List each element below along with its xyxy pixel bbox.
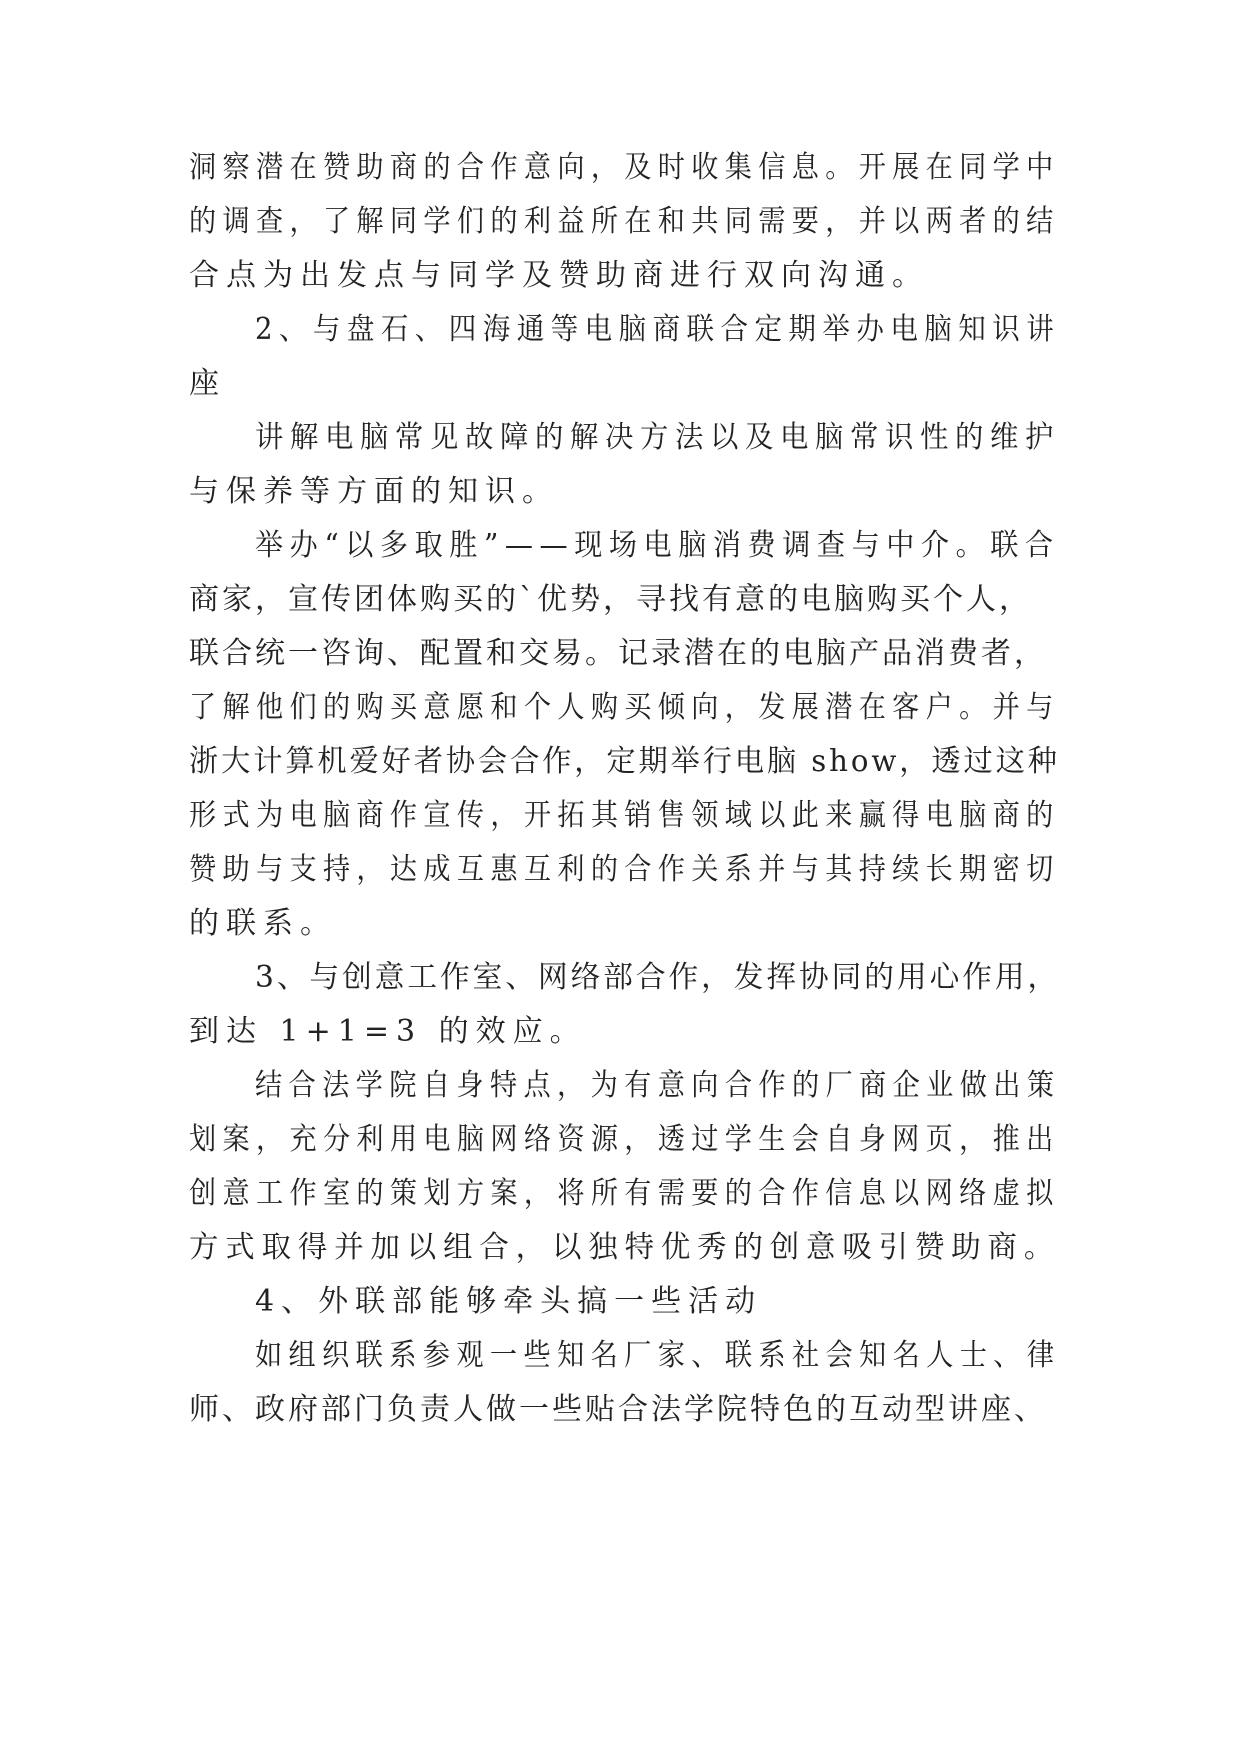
text-line: 合点为出发点与同学及赞助商进行双向沟通。 bbox=[189, 258, 929, 293]
section-heading-2: 2、与盘石、四海通等电脑商联合定期举办电脑知识讲 bbox=[255, 312, 1061, 347]
text-line: 创意工作室的策划方案，将所有需要的合作信息以网络虚拟 bbox=[189, 1176, 1060, 1211]
text-line: 讲解电脑常见故障的解决方法以及电脑常识性的维护 bbox=[255, 420, 1061, 455]
text-line: 洞察潜在赞助商的合作意向，及时收集信息。开展在同学中 bbox=[189, 150, 1060, 185]
section-heading-3: 3、与创意工作室、网络部合作，发挥协同的用心作用， bbox=[255, 960, 1061, 995]
text-line: 形式为电脑商作宣传，开拓其销售领域以此来赢得电脑商的 bbox=[189, 798, 1060, 833]
text-line: 浙大计算机爱好者协会合作，定期举行电脑 show，透过这种 bbox=[189, 744, 1060, 779]
text-line: 的联系。 bbox=[189, 906, 337, 941]
text-line: 商家，宣传团体购买的`优势，寻找有意的电脑购买个人， bbox=[189, 582, 1032, 617]
text-line: 划案，充分利用电脑网络资源，透过学生会自身网页，推出 bbox=[189, 1122, 1060, 1157]
text-line: 联合统一咨询、配置和交易。记录潜在的电脑产品消费者， bbox=[189, 636, 1047, 671]
text-line: 赞助与支持，达成互惠互利的合作关系并与其持续长期密切 bbox=[189, 852, 1060, 887]
text-line: 与保养等方面的知识。 bbox=[189, 474, 559, 509]
text-line: 的调查，了解同学们的利益所在和共同需要，并以两者的结 bbox=[189, 204, 1060, 239]
text-line: 方式取得并加以组合，以独特优秀的创意吸引赞助商。 bbox=[189, 1230, 1061, 1265]
text-line: 如组织联系参观一些知名厂家、联系社会知名人士、律 bbox=[255, 1338, 1061, 1373]
text-line: 到达 1+1=3 的效应。 bbox=[189, 1014, 587, 1049]
text-line: 结合法学院自身特点，为有意向合作的厂商企业做出策 bbox=[255, 1068, 1061, 1103]
text-line: 了解他们的购买意愿和个人购买倾向，发展潜在客户。并与 bbox=[189, 690, 1060, 725]
text-line: 座 bbox=[189, 366, 226, 401]
section-heading-4: 4、外联部能够牵头搞一些活动 bbox=[255, 1284, 763, 1319]
text-line: 举办“以多取胜”——现场电脑消费调查与中介。联合 bbox=[255, 528, 1060, 563]
text-line: 师、政府部门负责人做一些贴合法学院特色的互动型讲座、 bbox=[189, 1392, 1047, 1427]
